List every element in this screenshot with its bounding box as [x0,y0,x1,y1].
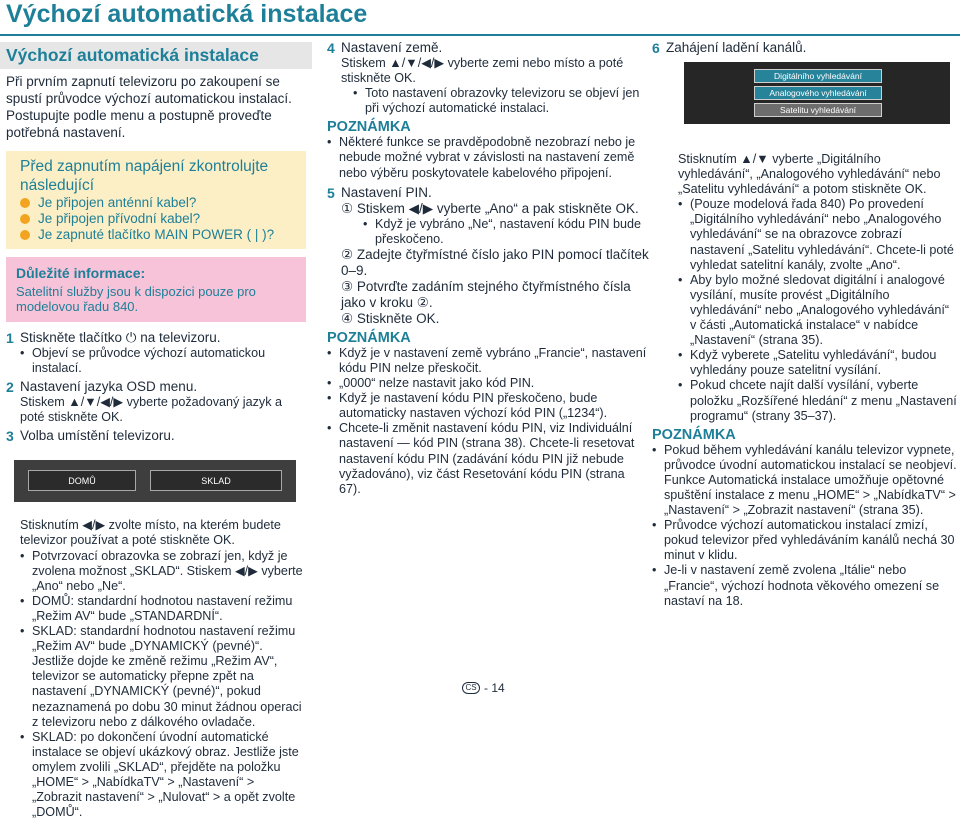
page-footer [462,681,505,695]
list-item: • Když je nastavení kódu PIN přeskočeno, bude automaticky nastaven výchozí kód PIN („1234“). [327,391,608,421]
pin-substep-1: ① Stiskem ◀/▶ vyberte „Ano“ a pak stiskněte OK. [341,200,639,216]
section-title: Výchozí automatická instalace [6,45,259,65]
step-4: 4 Nastavení země. [327,40,443,56]
pin-substep-1-bullet: • Když je vybráno „Ne“, nastavení kódu PIN bude přeskočeno. [363,216,642,246]
section-header [0,42,312,69]
page-header [0,0,960,40]
home-option[interactable]: DOMŮ [28,470,136,491]
note-heading: POZNÁMKA [327,119,411,136]
column-middle [327,40,649,497]
list-item: • Když vyberete „Satelitu vyhledávání“, budou vyhledány pouze satelitní vysílání. [678,348,937,378]
bullet-dot-icon [20,230,30,240]
list-item: • Pokud během vyhledávání kanálu televizor vypnete, průvodce úvodní automatickou instalací se neobjeví. Funkce Automatická instalace umožňuje opětovné spuštění instalace z menu „HOME“ > „NabídkaTV“ > „Nastavení“ > „Zobrazit nastavení“ (strana 35). [652,442,957,518]
step-3-instruction: Stisknutím ◀/▶ zvolte místo, na kterém budete televizor používat a poté stiskněte OK. [20,518,281,548]
step-6-details [652,124,958,424]
pin-substep-2: ② Zadejte čtyřmístné číslo jako PIN pomocí tlačítek 0–9. [341,246,649,278]
important-info-title: Důležité informace: [16,265,146,281]
steps-1-3 [0,322,312,444]
list-item: • Je-li v nastavení země zvolena „Itálie“ nebo „Francie“, výchozí hodnota věkového omezení se nastaví na 18. [652,563,940,608]
step-6-instruction: Stisknutím ▲/▼ vyberte „Digitálního vyhledávání“, „Analogového vyhledávání“ nebo „Satelitu vyhledávání“ a potom stiskněte OK. [678,152,941,197]
satellite-search-option[interactable]: Satelitu vyhledávání [754,103,882,117]
list-item: • „0000“ nelze nastavit jako kód PIN. [327,376,535,391]
store-option[interactable]: SKLAD [150,470,282,491]
step-3: 3 Volba umístění televizoru. [6,428,175,445]
list-item: • Pokud chcete najít další vysílání, vyberte položku „Rozšířené hledání“ z menu „Nastavení programu“ (strany 35–37). [678,378,957,423]
list-item: • Když je v nastavení země vybráno „Francie“, nastavení kódu PIN nelze přeskočit. [327,345,647,375]
checklist-item: Je připojen přívodní kabel? [20,211,300,227]
step-3-details [0,502,312,820]
bullet-dot-icon [20,214,30,224]
checklist-item: Je zapnuté tlačítko MAIN POWER ( | )? [20,227,300,243]
list-item: • Potvrzovací obrazovka se zobrazí jen, když je zvolena možnost „SKLAD“. Stiskem ◀/▶ vyberte „Ano“ nebo „Ne“. [20,548,303,593]
checklist-box [6,151,306,249]
column-left [0,40,312,820]
analog-search-option[interactable]: Analogového vyhledávání [754,86,882,100]
step-4-bullet: • Toto nastavení obrazovky televizoru se objeví jen při výchozí automatické instalaci. [353,86,640,116]
list-item: • SKLAD: po dokončení úvodní automatické instalace se objeví ukázkový obraz. Jestliže jste omylem zvolili „SKLAD“, přejděte na položku „HOME“ > „NabídkaTV“ > „Nastavení“ > „Zobrazit nastavení“ > „Nulovat“ > a opět zvolte „DOMŮ“. [20,729,299,820]
step-6: 6 Zahájení ladění kanálů. [652,40,807,56]
step-1-bullet: • Objeví se průvodce výchozí automatickou instalací. [20,346,266,376]
list-item: • Některé funkce se pravděpodobně nezobrazí nebo je nebude možné vybrat v závislosti na nastavení země nebo výběru poskytovatele kabelového připojení. [327,135,636,180]
page-title: Výchozí automatická instalace [6,0,368,28]
note-heading: POZNÁMKA [652,426,736,443]
pin-substep-4: ④ Stiskněte OK. [341,310,440,326]
step-4-detail: Stiskem ▲/▼/◀/▶ vyberte zemi nebo místo a poté stiskněte OK. [341,56,624,86]
step-2-detail: Stiskem ▲/▼/◀/▶ vyberte požadovaný jazyk a poté stiskněte OK. [20,395,282,425]
step-2: 2 Nastavení jazyka OSD menu. [6,379,198,396]
step-5: 5 Nastavení PIN. [327,184,432,201]
list-item: • Aby bylo možné sledovat digitální i analogové vysílání, musíte provést „Digitálního vyhledávání“ nebo „Analogového vyhledávání“ v části „Automatická instalace“ v nabídce „Nastavení“ (strana 35). [678,272,950,348]
page-number: - 14 [484,681,505,695]
note-heading: POZNÁMKA [327,329,411,346]
checklist-title: Před zapnutím napájení zkontrolujte následující [20,158,269,194]
pin-substep-3: ③ Potvrďte zadáním stejného čtyřmístného čísla jako v kroku ②. [341,278,631,310]
location-screen [14,460,296,502]
important-info-box [6,257,306,322]
list-item: • Chcete-li změnit nastavení kódu PIN, viz Individuální nastavení — kód PIN (strana 38). Chcete-li resetovat nastavení kódu PIN (zadávání kódu PIN již nebude vyžadováno), viz část Resetování kódu PIN (strana 67). [327,421,635,496]
bullet-dot-icon [20,198,30,208]
list-item: • SKLAD: standardní hodnotou nastavení režimu „Režim AV“ bude „DYNAMICKÝ (pevné)“. Jestliže dojde ke změně režimu „Režim AV“, televizor se automaticky přepne zpět na nastavení „DYNAMICKÝ (pevné)“, pokud nezaznamená po dobu 30 minut žádnou operaci z televizoru nebo z dálkového ovladače. [20,624,302,729]
step-1: 1 Stiskněte tlačítko ⏻ na televizoru. [6,330,221,346]
search-type-screen [684,62,950,124]
language-badge: CS [462,682,480,694]
list-item: • DOMŮ: standardní hodnotou nastavení režimu „Režim AV“ bude „STANDARDNÍ“. [20,593,293,623]
list-item: • (Pouze modelová řada 840) Po provedení „Digitálního vyhledávání“ nebo „Analogového vyhledávání“ se na obrazovce zobrazí nastavení „Satelitu vyhledávání“. Chcete-li poté vyhledat satelitní kanály, zvolte „Ano“. [678,197,954,272]
important-info-text: Satelitní služby jsou k dispozici pouze pro modelovou řadu 840. [16,284,256,314]
column-right [652,40,958,609]
intro-text: Při prvním zapnutí televizoru po zakoupení se spustí průvodce výchozí automatickou instalací. Postupujte podle menu a postupně proveďte potřebná nastavení. [6,74,292,140]
header-rule [0,34,960,36]
digital-search-option[interactable]: Digitálního vyhledávání [754,69,882,83]
checklist-item: Je připojen anténní kabel? [20,195,300,211]
list-item: • Průvodce výchozí automatickou instalací zmizí, pokud televizor před vyhledáváním kanálů nechá 30 minut v klidu. [652,518,955,563]
